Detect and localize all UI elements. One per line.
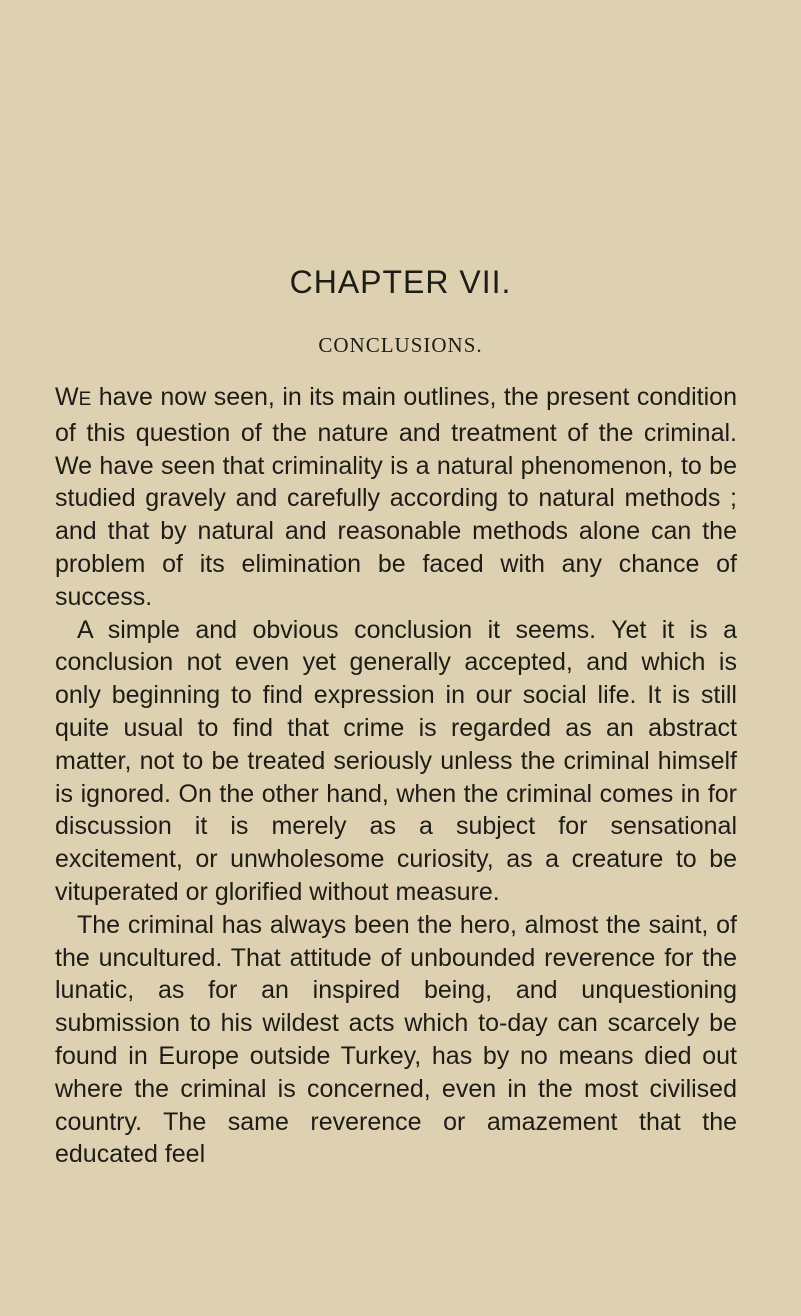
paragraph-1 [55,381,737,614]
lead-smallcap: E [78,389,92,410]
paragraph-2: A simple and obvious conclusion it seems. Yet it is a conclusion not even yet generally accepted, and which is only beginning to find expression in our social life. It is still quite usual to find that crime is regarded as an abstract matter, not to be treated seriously unless the criminal himself is ignored. On the other hand, when the criminal comes in for discussion it is merely as a subject for sensational excitement, or unwholesome curiosity, as a creature to be vituperated or glorified without measure. [55,615,737,906]
paragraph-1-text: have now seen, in its main outlines, the present condition of this question of the nature and treatment of the criminal. We have seen that criminality is a natural phenomenon, to be studied gravely and carefully according to natural methods ; and that by natural and reasonable methods alone can the problem of its elimination be faced with any chance of success. [55,383,737,611]
section-heading: CONCLUSIONS. [318,333,483,357]
paragraph-3: The criminal has always been the hero, almost the saint, of the uncultured. That attitude of unbounded reverence for the lunatic, as for an inspired being, and unquestioning submission to his wildest acts which to-day can scarcely be found in Europe outside Turkey, has by no means died out where the criminal is concerned, even in the most civilised country. The same reverence or amazement that the educated feel [55,910,737,1169]
chapter-heading: CHAPTER VII. [289,264,512,300]
lead-initial: W [55,383,79,411]
body-text [55,381,737,1171]
